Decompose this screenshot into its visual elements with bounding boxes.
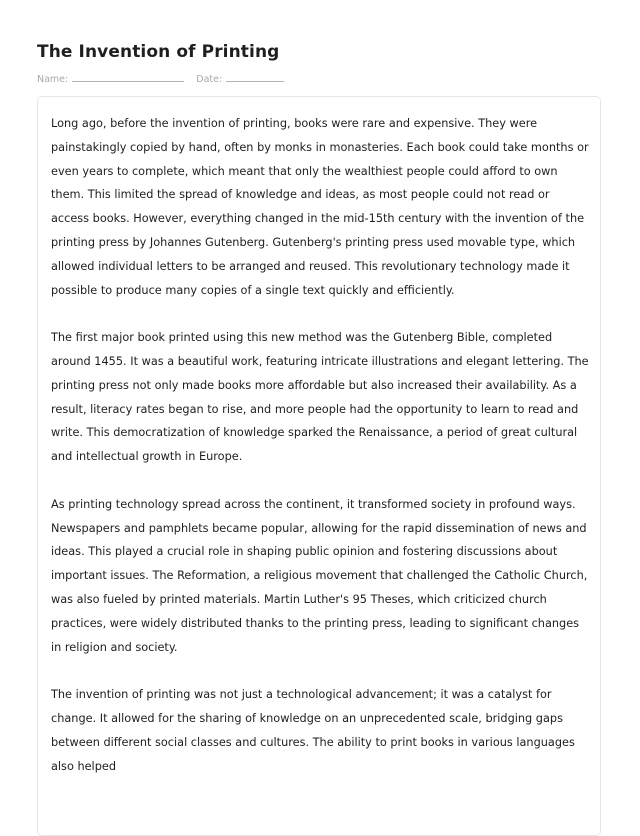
paragraph-2: The first major book printed using this new method was the Gutenberg Bible, completed around 1455. It was a beautiful work, featuring intricate illustrations and elegant lettering. The printing press not only made books more affordable but also increased their availability. As a result, literacy rates began to rise, and more people had the opportunity to learn to read and write. This democratization of knowledge sparked the Renaissance, a period of great cultural and intellectual growth in Europe.: [51, 331, 589, 464]
reading-passage-box: [37, 96, 601, 836]
reading-passage: [51, 112, 591, 802]
paragraph-3: As printing technology spread across the continent, it transformed society in profound ways. Newspapers and pamphlets became popular, allowing for the rapid dissemination of news and ideas. This played a crucial role in shaping public opinion and fostering discussions about important issues. The Reformation, a religious movement that challenged the Catholic Church, was also fueled by printed materials. Martin Luther's 95 Theses, which criticized church practices, were widely distributed thanks to the printing press, leading to significant changes in religion and society.: [51, 497, 588, 654]
page-title: The Invention of Printing: [37, 42, 280, 62]
paragraph-4: The invention of printing was not just a technological advancement; it was a catalyst for change. It allowed for the sharing of knowledge on an unprecedented scale, bridging gaps between different social classes and cultures. The ability to print books in various languages also helped: [51, 688, 575, 773]
paragraph-1: Long ago, before the invention of printing, books were rare and expensive. They were painstakingly copied by hand, often by monks in monasteries. Each book could take months or even years to complete, which meant that only the wealthiest people could afford to own them. This limited the spread of knowledge and ideas, as most people could not read or access books. However, everything changed in the mid-15th century with the invention of the printing press by Johannes Gutenberg. Gutenberg's printing press used movable type, which allowed individual letters to be arranged and reused. This revolutionary technology made it possible to produce many copies of a single text quickly and efficiently.: [51, 117, 589, 297]
date-blank[interactable]: [226, 71, 284, 82]
date-label: Date:: [196, 74, 223, 85]
name-blank[interactable]: [72, 71, 184, 82]
student-info-line: [37, 71, 284, 86]
name-label: Name:: [37, 74, 69, 85]
